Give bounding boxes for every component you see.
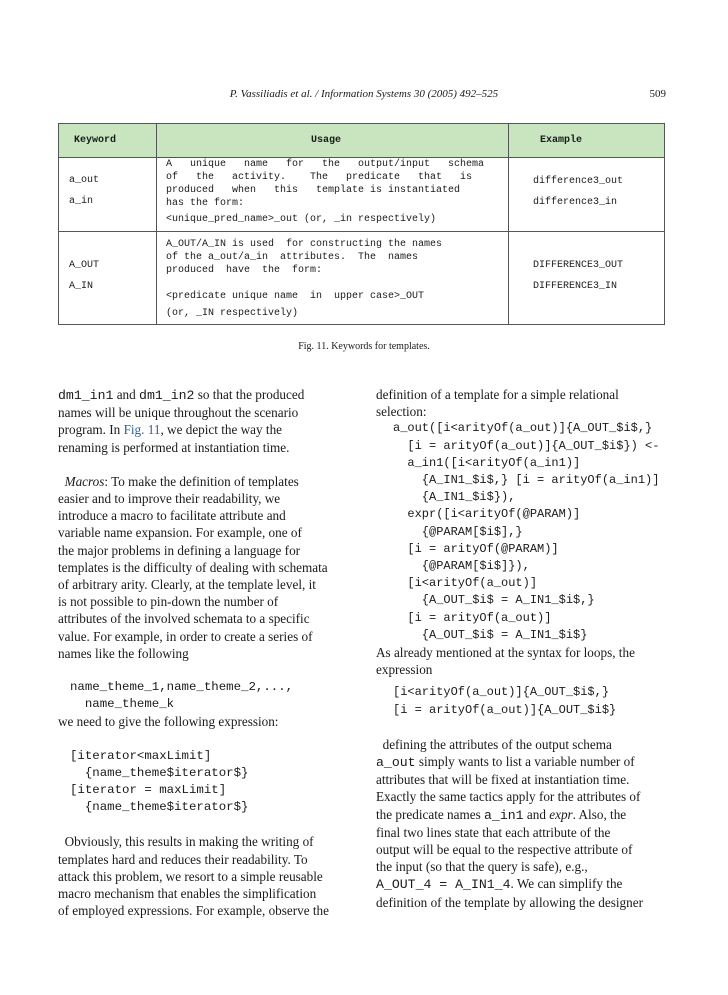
keywords-table <box>58 123 665 325</box>
code-line: {A_IN1_$i$}), <box>393 490 516 505</box>
keyword-a-out: a_out <box>69 175 100 186</box>
figure-link[interactable]: Fig. 11 <box>123 422 161 438</box>
example-OUT: DIFFERENCE3_OUT <box>533 260 624 271</box>
paragraph <box>58 833 348 919</box>
text: . We can simplify the <box>510 876 623 892</box>
paragraph <box>376 386 666 420</box>
right-column <box>376 386 666 911</box>
header-example: Example <box>540 135 583 146</box>
text: introduce a macro to facilitate attribute and <box>58 508 286 524</box>
text: selection: <box>376 404 427 420</box>
text: attributes that will be fixed at instantiation time. <box>376 772 630 788</box>
code-line: [iterator = maxLimit] <box>70 783 227 798</box>
text: Exactly the same tactics apply for the attributes of <box>376 789 641 805</box>
paragraph <box>58 713 348 730</box>
text: names like the following <box>58 645 189 661</box>
usage-line: has the form: <box>166 198 245 209</box>
text: attributes of the involved schemata to a specific <box>58 611 310 627</box>
example-in: difference3_in <box>533 197 618 208</box>
code-line: [i = arityOf(a_out)]{A_OUT_$i$} <box>393 702 617 717</box>
code-inline: a_in1 <box>484 807 524 823</box>
code-inline: A_OUT_4 = A_IN1_4 <box>376 877 511 893</box>
code-line: {A_OUT_$i$ = A_IN1_$i$} <box>393 627 588 642</box>
usage-line: of the a_out/a_in attributes. The names <box>166 252 419 263</box>
code-inline: a_out <box>376 755 416 771</box>
text: of arbitrary arity. Clearly, at the template level, it <box>58 577 316 593</box>
figure-caption: Fig. 11. Keywords for templates. <box>298 341 430 352</box>
text: Obviously, this results in making the writing of <box>64 834 314 850</box>
table-divider <box>59 231 664 232</box>
usage-line: produced when this template is instantiated <box>166 185 461 196</box>
text: the predicate names <box>376 806 485 822</box>
text: easier and to improve their readability, we <box>58 491 281 507</box>
text: output will be equal to the respective attribute of <box>376 842 633 858</box>
code-line: a_in1([i<arityOf(a_in1)] <box>393 455 581 470</box>
text: expr <box>549 806 573 822</box>
keyword-A-OUT: A_OUT <box>69 260 100 271</box>
text: and <box>113 387 140 402</box>
text: is not possible to pin-down the number of <box>58 594 279 610</box>
paragraph <box>376 736 666 911</box>
text: so that the produced <box>194 387 305 402</box>
text: the major problems in defining a language for <box>58 542 301 558</box>
code-line: name_theme_k <box>70 697 175 712</box>
macros-label: Macros <box>64 473 105 489</box>
code-line: [i<arityOf(a_out)] <box>393 576 538 591</box>
example-out: difference3_out <box>533 176 624 187</box>
text: definition of a template for a simple relational <box>376 387 619 402</box>
text: renaming is performed at instantiation time. <box>58 439 290 455</box>
code-line: {A_OUT_$i$ = A_IN1_$i$,} <box>393 593 595 608</box>
text: simply wants to list a variable number of <box>415 754 635 770</box>
table-divider <box>508 124 509 324</box>
code-line: [iterator<maxLimit] <box>70 748 212 763</box>
keyword-A-IN: A_IN <box>69 281 94 292</box>
text: macro mechanism that enables the simplification <box>58 886 317 902</box>
text: expression <box>376 662 433 678</box>
text: defining the attributes of the output schema <box>382 736 612 752</box>
running-header: P. Vassiliadis et al. / Information Systems 30 (2005) 492–525 <box>229 88 499 100</box>
code-line: name_theme_1,name_theme_2,..., <box>70 680 294 695</box>
text: of employed expressions. For example, observe the <box>58 903 330 919</box>
text: program. In <box>58 422 124 438</box>
table-header-row <box>59 124 664 158</box>
code-line: {name_theme$iterator$} <box>70 800 249 815</box>
usage-line: A unique name for the output/input schema <box>166 159 485 170</box>
paragraph <box>376 644 666 678</box>
paragraph <box>58 473 348 662</box>
text: we need to give the following expression: <box>58 714 279 730</box>
keyword-a-in: a_in <box>69 196 94 207</box>
text: final two lines state that each attribute of the <box>376 824 611 840</box>
paragraph <box>58 386 348 456</box>
header-keyword: Keyword <box>74 135 117 146</box>
usage-form: <unique_pred_name>_out (or, _in respectively) <box>166 214 437 225</box>
code-block <box>376 420 666 644</box>
text: As already mentioned at the syntax for loops, the <box>376 645 635 661</box>
code-block <box>58 679 348 713</box>
header-usage: Usage <box>311 135 342 146</box>
code-block <box>376 684 666 718</box>
usage-line: A_OUT/A_IN is used for constructing the names <box>166 239 443 250</box>
code-line: [i = arityOf(@PARAM)] <box>393 541 559 556</box>
text: names will be unique throughout the scenario <box>58 405 299 421</box>
text: , we depict the way the <box>160 422 283 438</box>
text: and <box>523 806 550 822</box>
code-line: {@PARAM[$i$]}), <box>393 559 530 574</box>
text: definition of the template by allowing the designer <box>376 894 643 910</box>
text: : To make the definition of templates <box>104 473 299 489</box>
code-block <box>58 748 348 817</box>
text: attack this problem, we resort to a simple reusable <box>58 868 323 884</box>
text: value. For example, in order to create a series of <box>58 628 313 644</box>
code-line: [i = arityOf(a_out)] <box>393 610 552 625</box>
page-number: 509 <box>649 88 666 100</box>
usage-form: <predicate unique name in upper case>_OUT <box>166 291 425 302</box>
code-line: {A_IN1_$i$,} [i = arityOf(a_in1)] <box>393 473 660 488</box>
text: templates is the difficulty of dealing with schemata <box>58 559 328 575</box>
usage-line: of the activity. The predicate that is <box>166 172 473 183</box>
usage-form: (or, _IN respectively) <box>166 308 299 319</box>
usage-line: produced have the form: <box>166 265 323 276</box>
example-IN: DIFFERENCE3_IN <box>533 281 618 292</box>
code-inline: dm1_in2 <box>139 388 195 403</box>
text: templates hard and reduces their readability. To <box>58 851 308 867</box>
code-line: [i<arityOf(a_out)]{A_OUT_$i$,} <box>393 685 610 700</box>
code-line: {name_theme$iterator$} <box>70 765 249 780</box>
left-column <box>58 386 348 919</box>
text: the input (so that the query is safe), e.g., <box>376 859 588 875</box>
code-line: a_out([i<arityOf(a_out)]{A_OUT_$i$,} <box>393 421 653 436</box>
text: . Also, the <box>572 806 627 822</box>
code-line: [i = arityOf(a_out)]{A_OUT_$i$}) <- <box>393 438 660 453</box>
code-line: expr([i<arityOf(@PARAM)] <box>393 507 581 522</box>
table-divider <box>156 124 157 324</box>
code-inline: dm1_in1 <box>58 388 114 403</box>
text: variable name expansion. For example, one of <box>58 525 302 541</box>
code-line: {@PARAM[$i$],} <box>393 524 523 539</box>
